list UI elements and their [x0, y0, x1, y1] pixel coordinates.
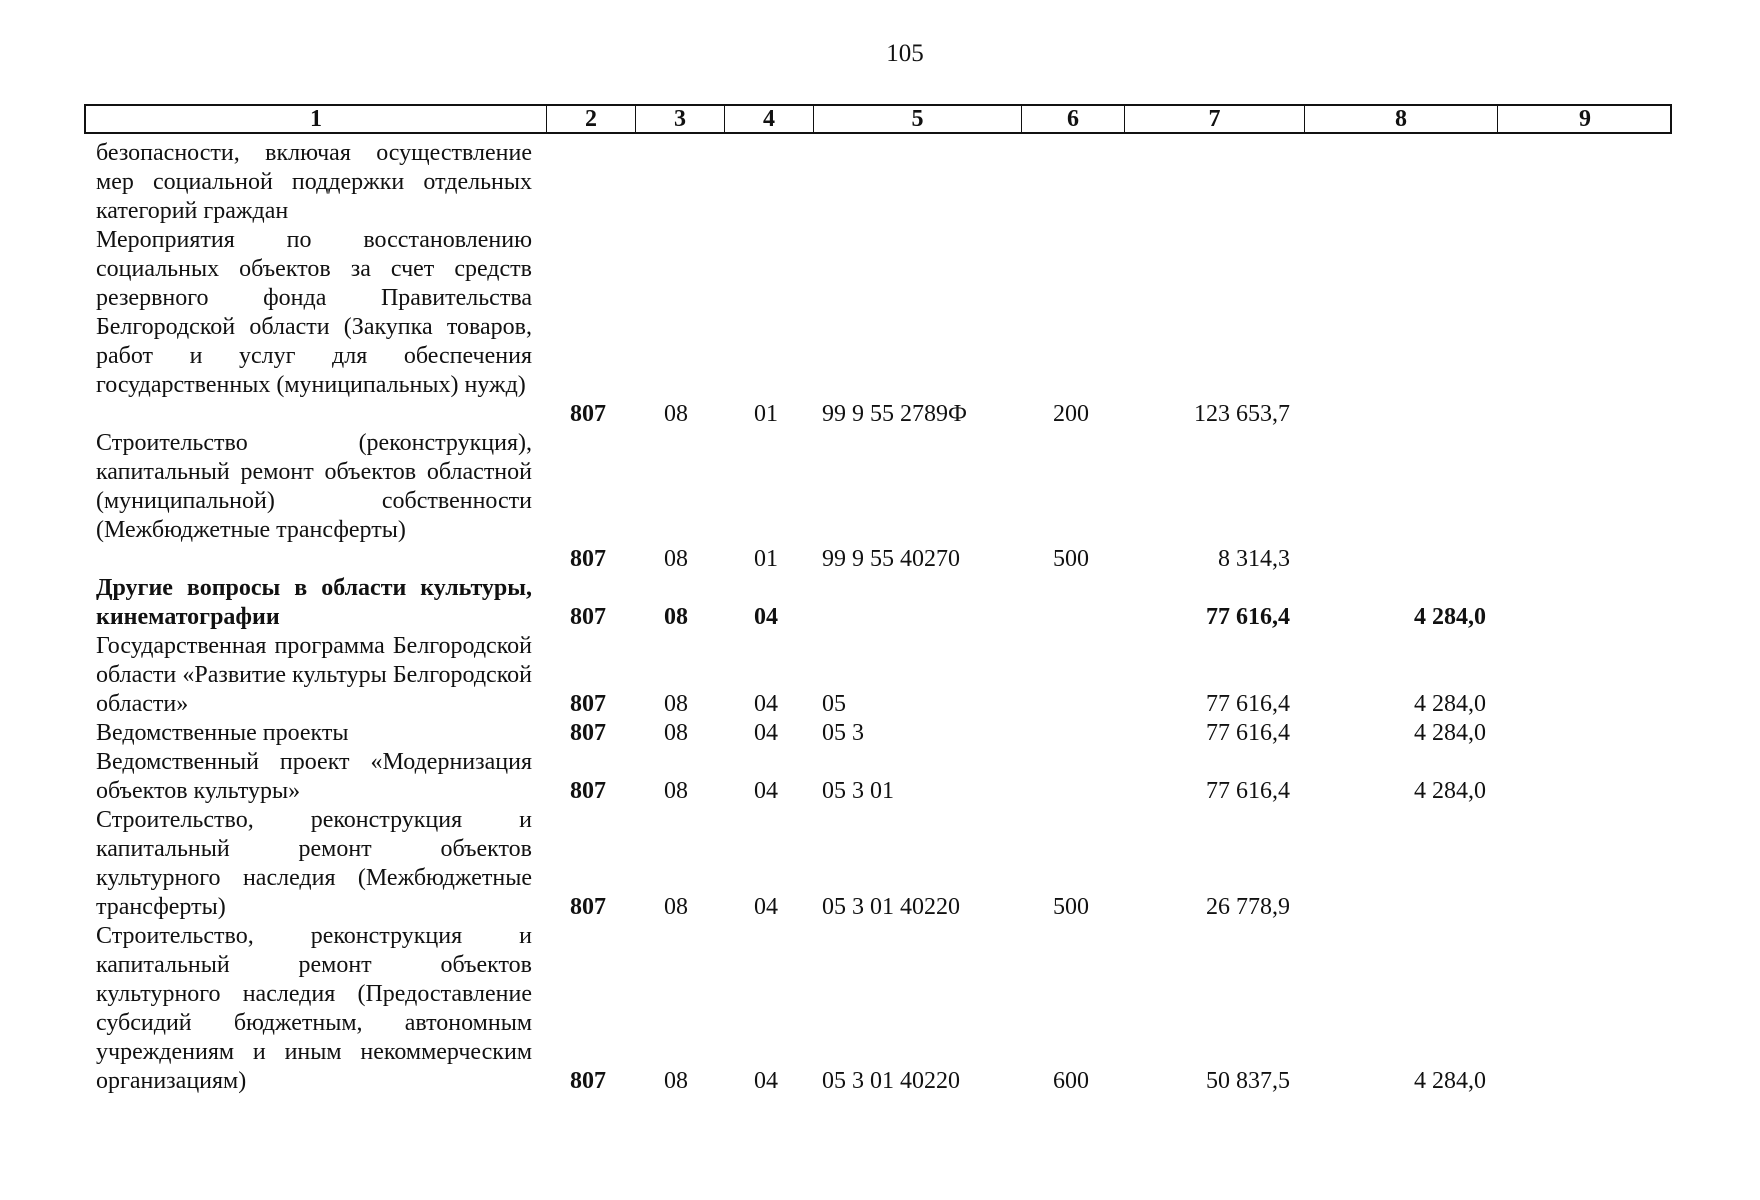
cell-subsection: 04	[754, 604, 778, 630]
row-description: Строительство, реконструкция и капитальный ремонт объектов культурного наследия (Межбюджетные трансферты)	[96, 807, 532, 920]
header-col-4: 4	[724, 106, 813, 132]
cell-subsection: 01	[754, 546, 778, 572]
cell-section: 08	[664, 778, 688, 804]
row-description: Строительство, реконструкция и капитальный ремонт объектов культурного наследия (Предоставление субсидий бюджетным, автономным учреждениям и иным некоммерческим организациям)	[96, 923, 532, 1094]
row-description: Ведомственные проекты	[96, 720, 349, 746]
row-description: безопасности, включая осуществление мер социальной поддержки отдельных категорий граждан	[96, 140, 532, 224]
cell-admin-code: 807	[570, 401, 606, 427]
cell-amount: 123 653,7	[1194, 401, 1290, 427]
cell-subsection: 04	[754, 894, 778, 920]
cell-section: 08	[664, 691, 688, 717]
header-col-9: 9	[1497, 106, 1672, 132]
cell-subsection: 01	[754, 401, 778, 427]
cell-amount: 77 616,4	[1206, 691, 1290, 717]
cell-section: 08	[664, 604, 688, 630]
cell-section: 08	[664, 720, 688, 746]
table-row	[0, 922, 1760, 1096]
cell-subsection: 04	[754, 778, 778, 804]
cell-amount-federal: 4 284,0	[1414, 691, 1486, 717]
table-row	[0, 574, 1760, 632]
cell-subsection: 04	[754, 720, 778, 746]
cell-target-article: 05 3 01 40220	[822, 894, 960, 920]
table-row	[0, 719, 1760, 748]
table-header	[84, 104, 1672, 134]
cell-amount: 50 837,5	[1206, 1068, 1290, 1094]
cell-expense-type: 200	[1053, 401, 1089, 427]
cell-expense-type: 600	[1053, 1068, 1089, 1094]
cell-amount: 77 616,4	[1206, 720, 1290, 746]
table-row	[0, 226, 1760, 429]
cell-amount-federal: 4 284,0	[1414, 1068, 1486, 1094]
cell-section: 08	[664, 401, 688, 427]
cell-amount-federal: 4 284,0	[1414, 604, 1486, 630]
row-description: Мероприятия по восстановлению социальных объектов за счет средств резервного фонда Правительства Белгородской области (Закупка товаров, работ и услуг для обеспечения государственных (муниципальных) нужд)	[96, 227, 532, 398]
cell-subsection: 04	[754, 691, 778, 717]
cell-target-article: 05 3 01	[822, 778, 894, 804]
cell-section: 08	[664, 1068, 688, 1094]
table-row	[0, 429, 1760, 574]
cell-section: 08	[664, 546, 688, 572]
cell-target-article: 99 9 55 2789Ф	[822, 401, 967, 427]
cell-admin-code: 807	[570, 894, 606, 920]
row-description: Строительство (реконструкция), капитальный ремонт объектов областной (муниципальной) собственности (Межбюджетные трансферты)	[96, 430, 532, 543]
table-row	[0, 139, 1760, 226]
cell-target-article: 05 3 01 40220	[822, 1068, 960, 1094]
header-col-2: 2	[546, 106, 635, 132]
page-number: 105	[886, 40, 924, 67]
cell-admin-code: 807	[570, 691, 606, 717]
cell-admin-code: 807	[570, 720, 606, 746]
table-row	[0, 748, 1760, 806]
header-col-3: 3	[635, 106, 724, 132]
cell-target-article: 05 3	[822, 720, 864, 746]
cell-subsection: 04	[754, 1068, 778, 1094]
cell-amount: 26 778,9	[1206, 894, 1290, 920]
cell-admin-code: 807	[570, 778, 606, 804]
cell-amount: 77 616,4	[1206, 604, 1290, 630]
cell-admin-code: 807	[570, 546, 606, 572]
cell-amount: 77 616,4	[1206, 778, 1290, 804]
cell-target-article: 99 9 55 40270	[822, 546, 960, 572]
row-description: Государственная программа Белгородской области «Развитие культуры Белгородской области»	[96, 633, 532, 717]
header-col-1: 1	[310, 106, 322, 132]
row-description: Ведомственный проект «Модернизация объектов культуры»	[96, 749, 532, 804]
table-row	[0, 806, 1760, 922]
cell-expense-type: 500	[1053, 546, 1089, 572]
cell-admin-code: 807	[570, 1068, 606, 1094]
row-description: Другие вопросы в области культуры, кинематографии	[96, 575, 532, 630]
cell-target-article: 05	[822, 691, 846, 717]
header-col-5: 5	[813, 106, 1021, 132]
cell-amount: 8 314,3	[1218, 546, 1290, 572]
cell-amount-federal: 4 284,0	[1414, 720, 1486, 746]
header-col-8: 8	[1304, 106, 1497, 132]
cell-amount-federal: 4 284,0	[1414, 778, 1486, 804]
header-col-6: 6	[1021, 106, 1124, 132]
cell-section: 08	[664, 894, 688, 920]
table-row	[0, 632, 1760, 719]
header-col-7: 7	[1124, 106, 1304, 132]
cell-admin-code: 807	[570, 604, 606, 630]
cell-expense-type: 500	[1053, 894, 1089, 920]
